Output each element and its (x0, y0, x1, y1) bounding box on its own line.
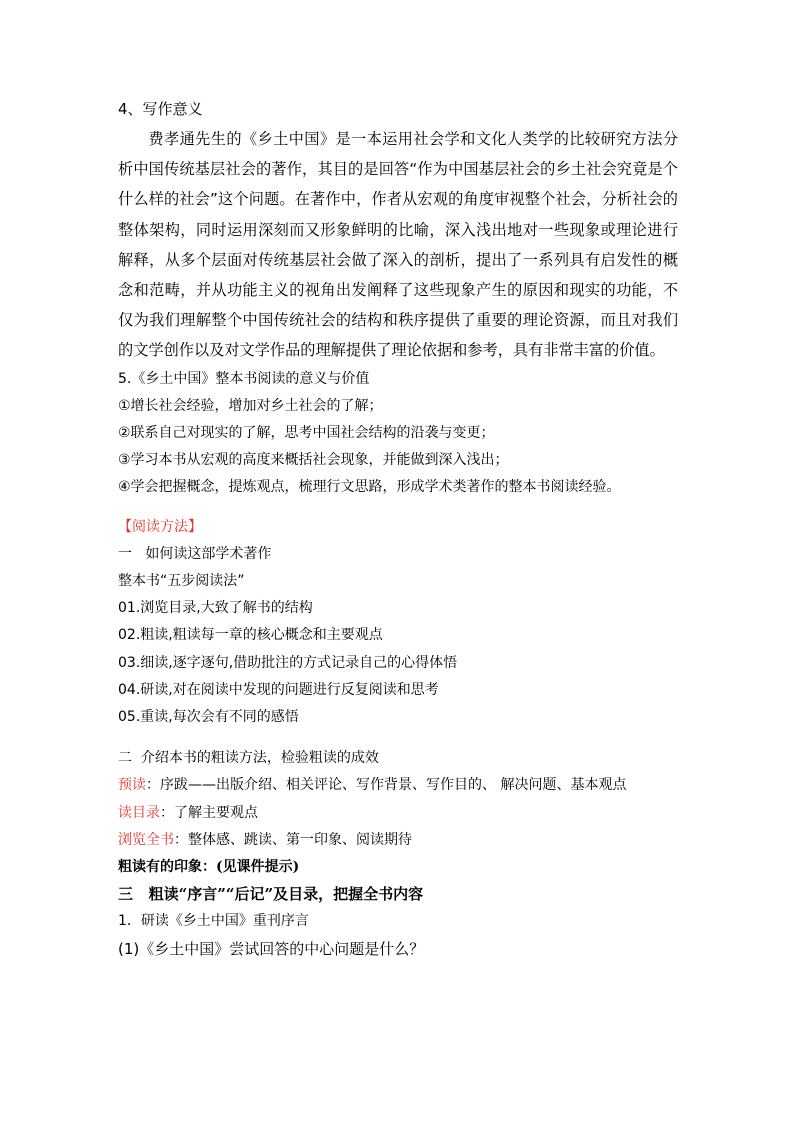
preview-line (118, 772, 678, 799)
toc-label: 读目录 (118, 804, 160, 821)
section4-heading: 4、写作意义 (118, 100, 203, 118)
part1-title: 一 如何读这部学术著作 (118, 545, 272, 562)
browse-text: ：整体感、跳读、第一印象、阅读期待 (174, 831, 412, 848)
step-1: 01.浏览目录,大致了解书的结构 (118, 600, 313, 617)
five-steps-title: 整本书“五步阅读法” (118, 573, 245, 590)
section5-item-4: ④学会把握概念，提炼观点，梳理行文思路，形成学术类著作的整本书阅读经验。 (118, 479, 621, 496)
section5-item-1: ①增长社会经验，增加对乡土社会的了解； (118, 397, 383, 414)
impression-line: 粗读有的印象：(见课件提示) (118, 859, 300, 876)
section5-item-2: ②联系自己对现实的了解，思考中国社会结构的沿袭与变更； (118, 425, 495, 442)
step-2: 02.粗读,粗读每一章的核心概念和主要观点 (118, 627, 383, 644)
browse-line (118, 827, 678, 854)
browse-label: 浏览全书 (118, 831, 174, 848)
part2-title: 二 介绍本书的粗读方法，检验粗读的成效 (118, 750, 379, 767)
step-3: 03.细读,逐字逐句,借助批注的方式记录自己的心得体悟 (118, 654, 458, 671)
step-4: 04.研读,对在阅读中发现的问题进行反复阅读和思考 (118, 681, 439, 698)
preview-label: 预读 (118, 777, 146, 794)
part3-item-1: 1．研读《乡土中国》重刊序言 (118, 913, 309, 930)
document-page (118, 94, 678, 963)
part3-title: 三 粗读“序言”“后记”及目录，把握全书内容 (118, 885, 424, 904)
step-5: 05.重读,每次会有不同的感悟 (118, 709, 299, 726)
section5-heading: 5.《乡土中国》整本书阅读的意义与价值 (118, 370, 370, 387)
reading-methods-label: 【阅读方法】 (118, 518, 202, 535)
part3-question-1: (1)《乡土中国》尝试回答的中心问题是什么？ (118, 939, 425, 958)
preview-text: ：序跋——出版介绍、相关评论、写作背景、写作目的、 解决问题、基本观点 (146, 777, 627, 794)
toc-line (118, 800, 678, 827)
section4-paragraph: 费孝通先生的《乡土中国》是一本运用社会学和文化人类学的比较研究方法分析中国传统基层社会的著作，其目的是回答“作为中国基层社会的乡土社会究竟是个什么样的社会”这个问题。在著作中，作者从宏观的角度审视整个社会，分析社会的整体架构，同时运用深刻而又形象鲜明的比喻，深入浅出地对一些现象或理论进行解释，从多个层面对传统基层社会做了深入的剖析，提出了一系列具有启发性的概念和范畴，并从功能主义的视角出发阐释了这些现象产生的原因和现实的功能，不仅为我们理解整个中国传统社会的结构和秩序提供了重要的理论资源，而且对我们的文学创作以及对文学作品的理解提供了理论依据和参考，具有非常丰富的价值。 (118, 130, 678, 360)
toc-text: ：了解主要观点 (160, 804, 258, 821)
section5-item-3: ③学习本书从宏观的高度来概括社会现象，并能做到深入浅出； (118, 452, 509, 469)
